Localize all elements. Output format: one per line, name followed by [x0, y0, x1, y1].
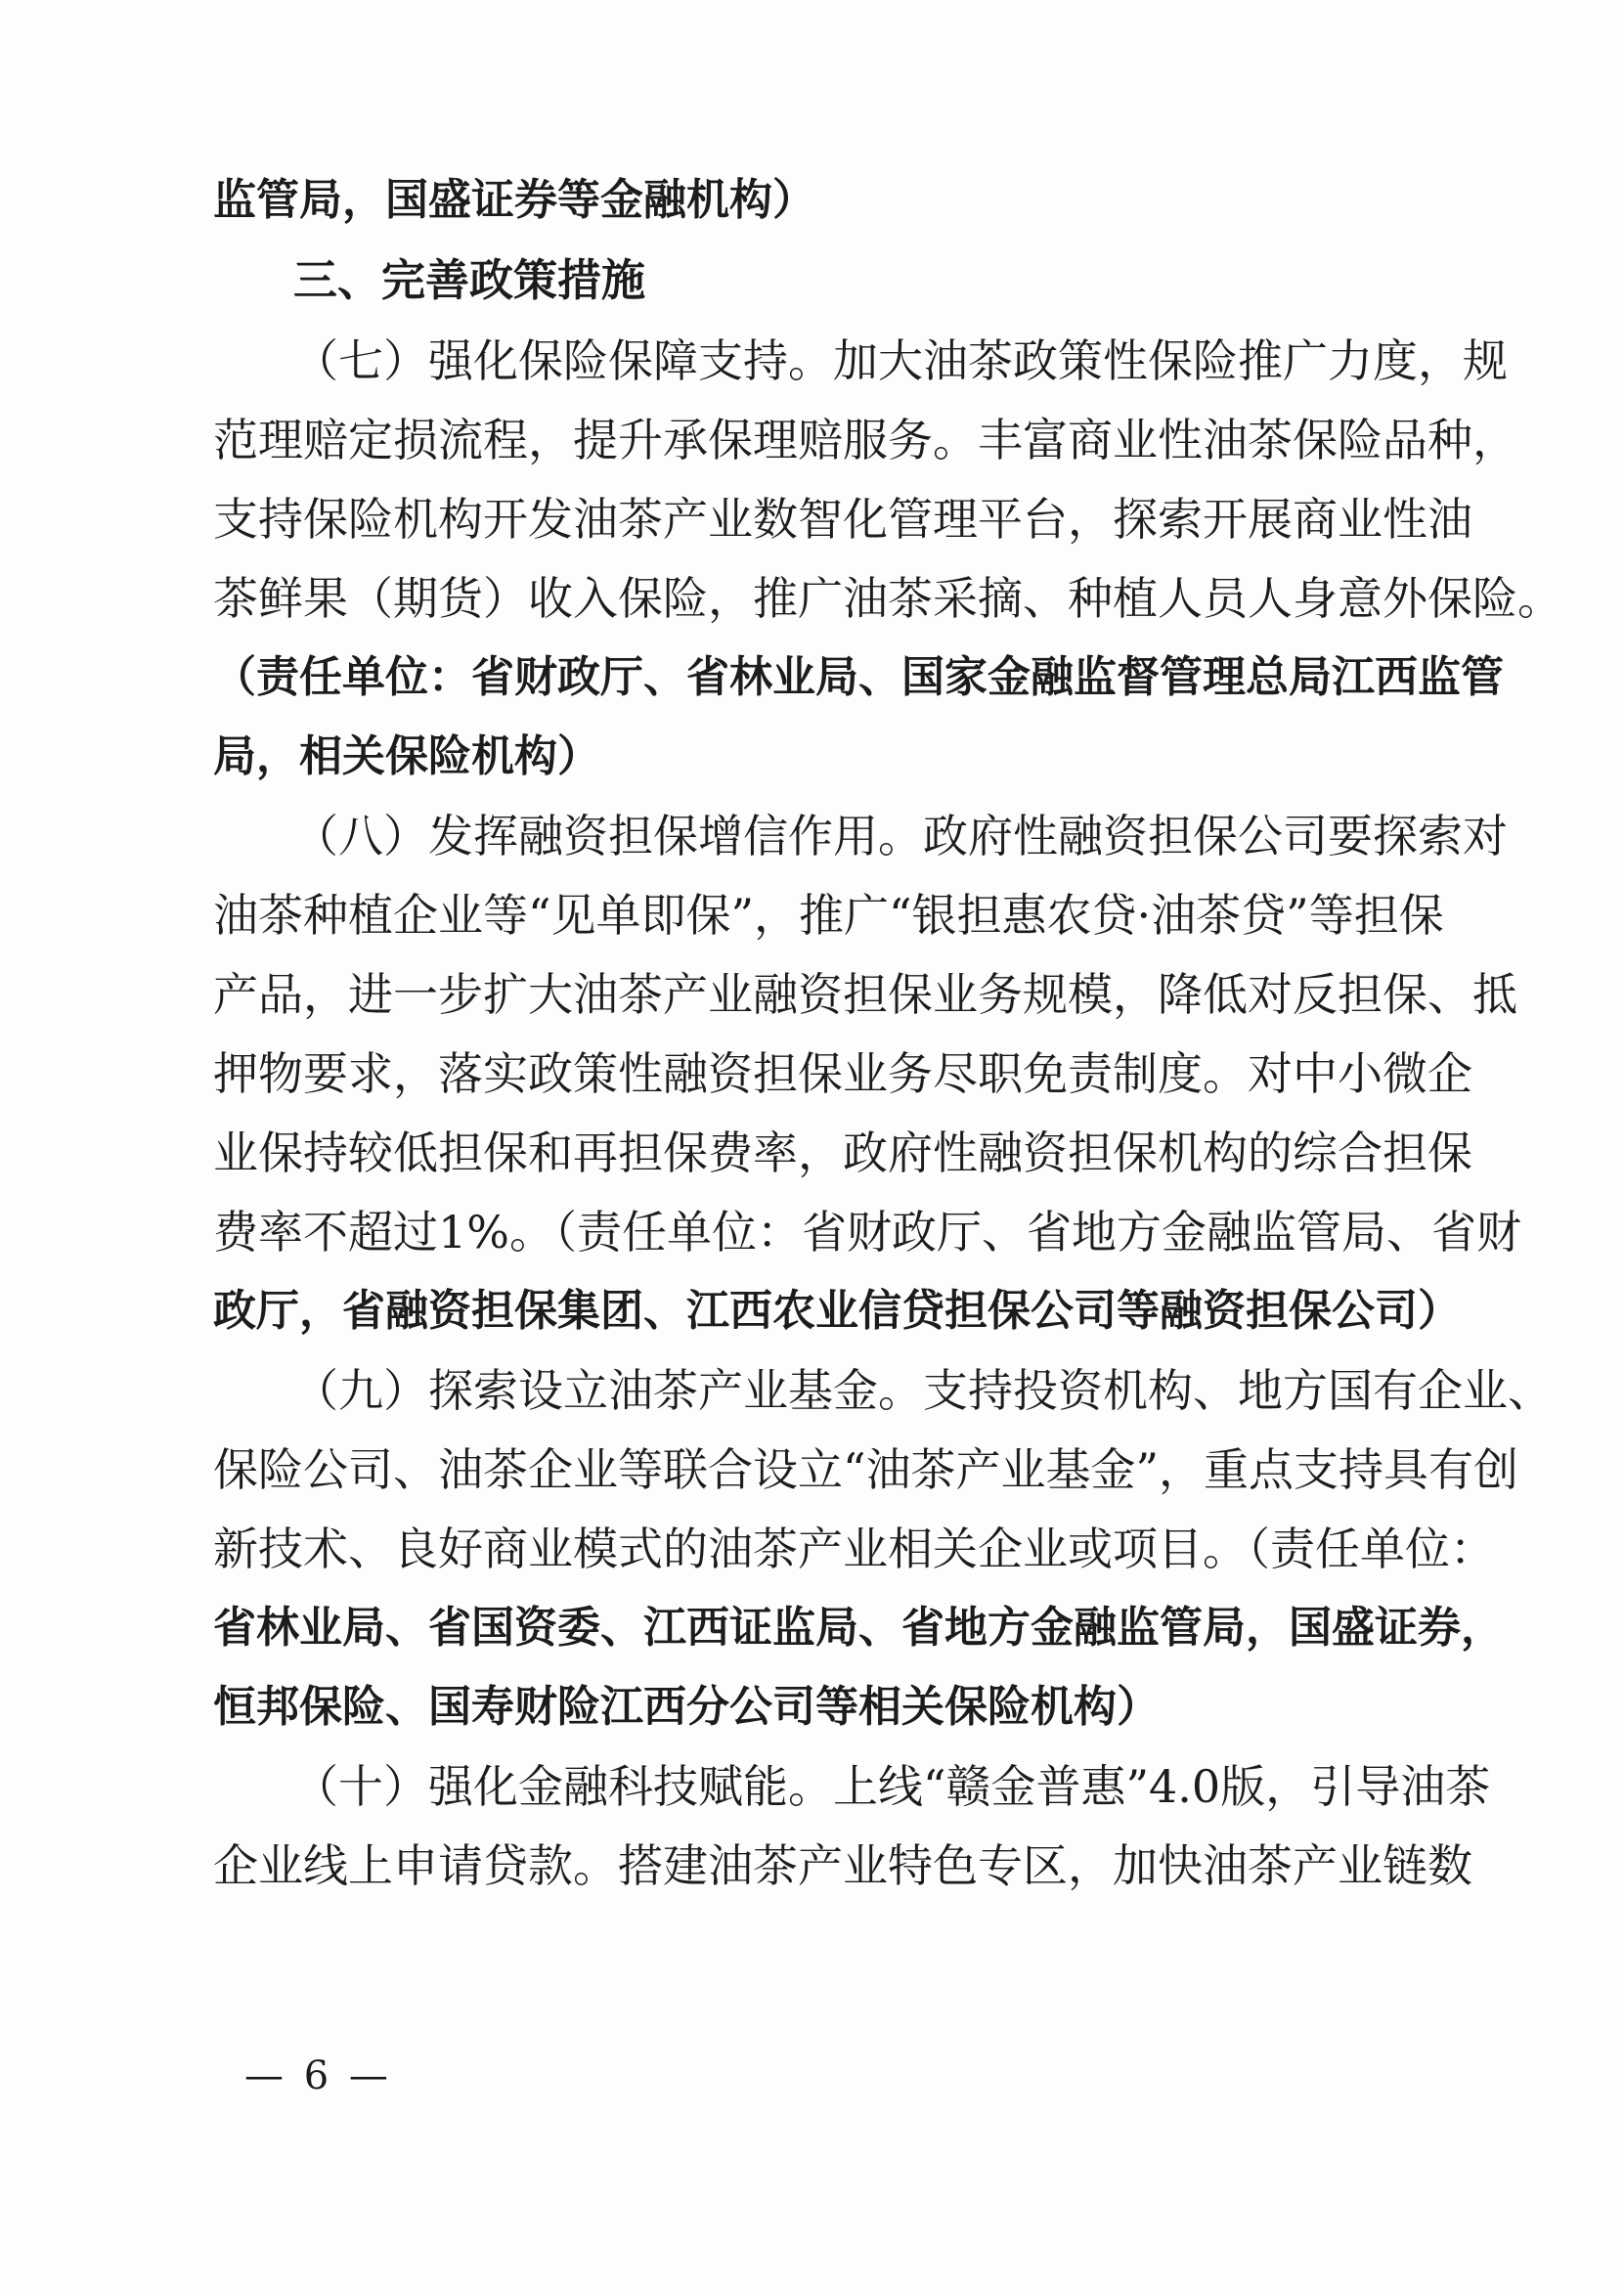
text-line: （九）探索设立油茶产业基金。支持投资机构、地方国有企业、: [293, 1364, 1553, 1417]
text-line: 恒邦保险、国寿财险江西分公司等相关保险机构）: [213, 1682, 1160, 1732]
text-line: 范理赔定损流程，提升承保理赔服务。丰富商业性油茶保险品种，: [213, 414, 1517, 466]
text-line: （八）发挥融资担保增信作用。政府性融资担保公司要探索对: [293, 810, 1508, 862]
text-line: 企业线上申请贷款。搭建油茶产业特色专区，加快油茶产业链数: [213, 1839, 1472, 1892]
text-line: 省林业局、省国资委、江西证监局、省地方金融监管局，国盛证券，: [213, 1603, 1504, 1653]
text-line: 政厅，省融资担保集团、江西农业信贷担保公司等融资担保公司）: [213, 1286, 1461, 1336]
text-line: 押物要求，落实政策性融资担保业务尽职免责制度。对中小微企: [213, 1047, 1472, 1100]
text-line: （责任单位：省财政厅、省林业局、国家金融监督管理总局江西监管: [213, 652, 1504, 702]
text-line: 监管局，国盛证券等金融机构）: [213, 175, 815, 225]
text-line: 保险公司、油茶企业等联合设立“油茶产业基金”，重点支持具有创: [213, 1443, 1519, 1496]
text-line: 产品，进一步扩大油茶产业融资担保业务规模，降低对反担保、抵: [213, 968, 1517, 1021]
page-number: — 6 —: [244, 2053, 392, 2098]
text-line: 费率不超过1%。（责任单位：省财政厅、省地方金融监管局、省财: [213, 1206, 1521, 1258]
text-line: 局，相关保险机构）: [213, 731, 600, 781]
text-line: 新技术、良好商业模式的油茶产业相关企业或项目。（责任单位：: [213, 1523, 1495, 1575]
text-line: 业保持较低担保和再担保费率，政府性融资担保机构的综合担保: [213, 1126, 1472, 1179]
text-line: 茶鲜果（期货）收入保险，推广油茶采摘、种植人员人身意外保险。: [213, 572, 1562, 625]
text-line: （七）强化保险保障支持。加大油茶政策性保险推广力度，规: [293, 334, 1508, 387]
text-line: 支持保险机构开发油茶产业数智化管理平台，探索开展商业性油: [213, 493, 1472, 546]
text-line: （十）强化金融科技赋能。上线“赣金普惠”4.0版，引导油茶: [293, 1760, 1491, 1813]
section-heading: 三、完善政策措施: [293, 254, 646, 306]
text-line: 油茶种植企业等“见单即保”，推广“银担惠农贷·油茶贷”等担保: [213, 889, 1444, 942]
